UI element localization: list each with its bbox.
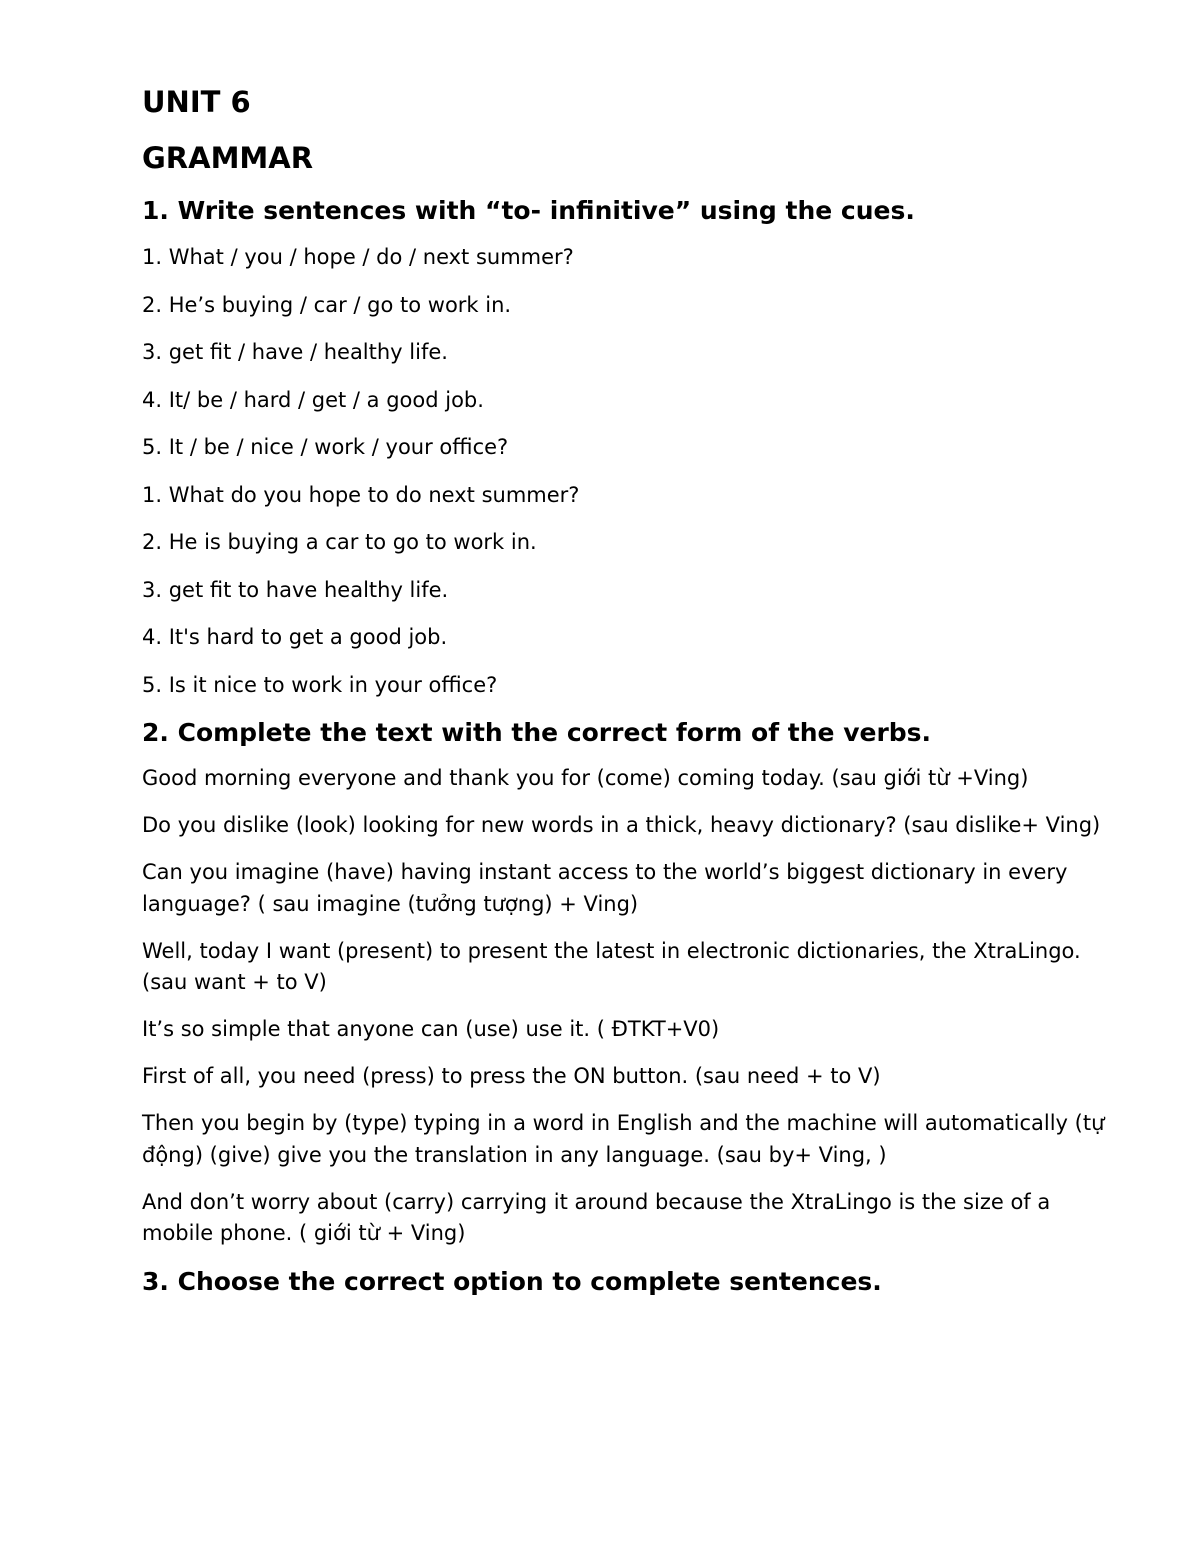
answer-item: 3. get fit to have healthy life. bbox=[142, 577, 449, 602]
cue-item: 4. It/ be / hard / get / a good job. bbox=[142, 387, 484, 412]
section-1-heading: 1. Write sentences with “to- infinitive” using the cues. bbox=[142, 196, 915, 225]
section-2-heading: 2. Complete the text with the correct form of the verbs. bbox=[142, 718, 932, 747]
cue-item: 1. What / you / hope / do / next summer? bbox=[142, 245, 574, 269]
cue-item: 5. It / be / nice / work / your office? bbox=[142, 435, 509, 459]
exercise-paragraph: Can you imagine (have) having instant access to the world’s biggest dictionary in every language? ( sau imagine (tưởng tượng) + Ving) bbox=[142, 860, 1068, 916]
exercise-paragraph: Well, today I want (present) to present the latest in electronic dictionaries, the XtraLingo. (sau want + to V) bbox=[142, 938, 1081, 994]
answer-item: 5. Is it nice to work in your office? bbox=[142, 672, 498, 697]
cue-list bbox=[142, 241, 1122, 463]
cue-item: 2. He’s buying / car / go to work in. bbox=[142, 292, 512, 317]
verb-form-paragraphs bbox=[142, 763, 1122, 1250]
unit-title: UNIT 6 bbox=[142, 85, 251, 119]
exercise-paragraph: First of all, you need (press) to press the ON button. (sau need + to V) bbox=[142, 1064, 881, 1088]
section-3-heading: 3. Choose the correct option to complete sentences. bbox=[142, 1267, 882, 1296]
answer-item: 2. He is buying a car to go to work in. bbox=[142, 530, 537, 554]
exercise-paragraph: Then you begin by (type) typing in a word in English and the machine will automatically (tự động) (give) give you the translation in any language. (sau by+ Ving, ) bbox=[142, 1111, 1105, 1167]
exercise-paragraph: It’s so simple that anyone can (use) use it. ( ĐTKT+V0) bbox=[142, 1017, 720, 1041]
cue-item: 3. get fit / have / healthy life. bbox=[142, 340, 448, 364]
answer-list bbox=[142, 479, 1122, 701]
exercise-paragraph: Do you dislike (look) looking for new words in a thick, heavy dictionary? (sau dislike+ Ving) bbox=[142, 813, 1101, 837]
answer-item: 1. What do you hope to do next summer? bbox=[142, 482, 580, 507]
document-page bbox=[142, 82, 1122, 1312]
answer-item: 4. It's hard to get a good job. bbox=[142, 625, 448, 649]
exercise-paragraph: And don’t worry about (carry) carrying it around because the XtraLingo is the size of a mobile phone. ( giới từ + Ving) bbox=[142, 1189, 1051, 1245]
exercise-paragraph: Good morning everyone and thank you for (come) coming today. (sau giới từ +Ving) bbox=[142, 766, 1029, 790]
grammar-title: GRAMMAR bbox=[142, 141, 314, 175]
